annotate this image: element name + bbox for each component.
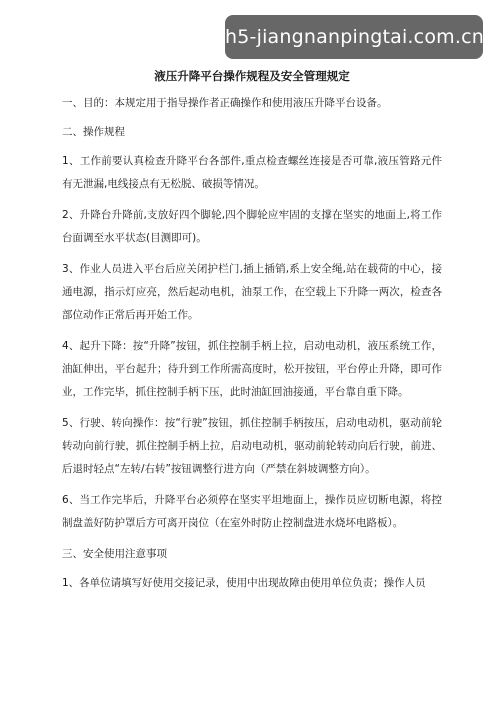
procedure-item-2: 2、升降台升降前,支放好四个脚轮,四个脚轮应牢固的支撑在坚实的地面上,将工作台面调至水平状态(目测即可)。 (62, 209, 442, 244)
watermark-badge: h5-jiangnanpingtai.com.cn (225, 15, 483, 59)
procedure-item-4: 4、起升下降：按“升降”按钮，抓住控制手柄上拉，启动电动机，液压系统工作，油缸伸出，平台起升；待升到工作所需高度时，松开按钮，平台停止升降，即可作业，工作完毕，抓住控制手柄下压，此时油缸回油接通，平台靠自重下降。 (62, 340, 442, 398)
document-title: 液压升降平台操作规程及安全管理规定 (154, 69, 350, 83)
procedure-item-5: 5、行驶、转向操作：按“行驶”按钮，抓住控制手柄按压，启动电动机，驱动前轮转动向前行驶，抓住控制手柄上拉，启动电动机，驱动前轮转动向后行驶，前进、后退时轻点“左转/右转”按钮调整行进方向（严禁在斜坡调整方向）。 (62, 417, 442, 475)
procedure-item-3: 3、作业人员进入平台后应关闭护栏门,插上插销,系上安全绳,站在载荷的中心，接通电源，指示灯应亮，然后起动电机，油泵工作，在空载上下升降一两次，检查各部位动作正常后再开始工作。 (62, 263, 442, 321)
section-purpose: 一、目的：本规定用于指导操作者正确操作和使用液压升降平台设备。 (62, 97, 388, 109)
safety-item-1: 1、各单位请填写好使用交接记录，使用中出现故障由使用单位负责；操作人员 (62, 577, 426, 589)
procedure-item-1: 1、工作前要认真检查升降平台各部件,重点检查螺丝连接是否可靠,液压管路元件有无泄漏,电线接点有无松脱、破损等情况。 (62, 155, 442, 190)
document-body (62, 66, 442, 603)
section-heading-procedures: 二、操作规程 (62, 126, 125, 138)
section-heading-safety: 三、安全使用注意事项 (62, 548, 167, 560)
procedure-item-6: 6、当工作完毕后，升降平台必须停在坚实平坦地面上，操作员应切断电源，将控制盘盖好防护罩后方可离开岗位（在室外时防止控制盘进水烧坏电路板）。 (62, 494, 442, 529)
